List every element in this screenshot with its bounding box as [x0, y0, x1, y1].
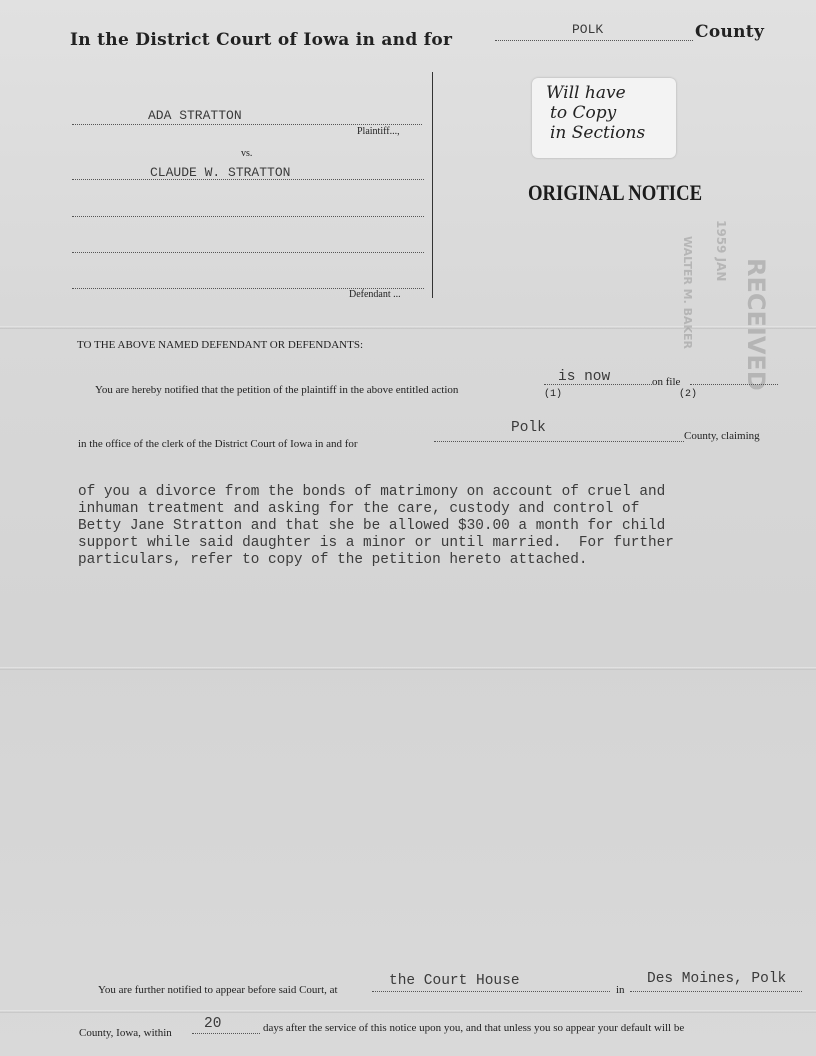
stamp-clerk: WALTER M. BAKER [681, 236, 694, 350]
caption-bracket [426, 72, 433, 298]
sticky-note [532, 78, 676, 158]
defendant-line [72, 179, 424, 180]
blank-2-number: (2) [679, 389, 698, 400]
fold-line [0, 1010, 816, 1013]
place-blank-line [372, 991, 610, 992]
days-blank-line [192, 1033, 260, 1034]
blank-1-number: (1) [544, 389, 563, 400]
appear-line: You are further notified to appear before said Court, at [98, 984, 338, 996]
court-heading: In the District Court of Iowa in and for [70, 30, 453, 50]
blank-line [72, 216, 424, 217]
claim-text: of you a divorce from the bonds of matrimony on account of cruel and inhuman treatment and asking for the care, custody and control of Betty Jane Stratton and that she be allowed $30.00 a month for child support while said daughter is a minor or until married. For further particulars, refer to copy of the petition hereto attached. [78, 484, 674, 568]
note-line-1: Will have [546, 83, 626, 103]
fold-line [0, 667, 816, 670]
in-label: in [616, 984, 625, 996]
note-line-2: to Copy [550, 103, 617, 123]
plaintiff-name: ADA STRATTON [148, 108, 242, 123]
notice-line-2: in the office of the clerk of the District Court of Iowa in and for [78, 438, 358, 450]
notice-title: ORIGINAL NOTICE [528, 180, 703, 205]
city-value: Des Moines, Polk [647, 971, 787, 987]
note-line-3: in Sections [550, 123, 646, 143]
place-value: the Court House [389, 973, 520, 989]
header-county-value: POLK [572, 22, 604, 37]
addressee-line: TO THE ABOVE NAMED DEFENDANT OR DEFENDANTS: [77, 339, 364, 351]
plaintiff-label: Plaintiff..., [357, 126, 400, 137]
county-within-label: County, Iowa, within [79, 1027, 172, 1039]
city-blank-line [630, 991, 802, 992]
blank-2-line [690, 384, 778, 385]
days-value: 20 [204, 1016, 222, 1032]
notice-line-1: You are hereby notified that the petition of the plaintiff in the above entitled action [95, 384, 459, 396]
days-suffix: days after the service of this notice upon you, and that unless you so appear your default will be [263, 1022, 685, 1034]
county-blank-value: Polk [511, 420, 546, 436]
received-stamp: RECEIVED [742, 258, 770, 391]
blank-1-value: is now [558, 369, 611, 385]
stamp-date: 1959 JAN [714, 220, 728, 282]
county-claiming-label: County, claiming [684, 430, 760, 442]
vs-label: vs. [241, 148, 253, 159]
county-line [495, 40, 693, 41]
plaintiff-line [72, 124, 422, 125]
on-file-label: on file [652, 376, 681, 388]
blank-line [72, 252, 424, 253]
defendant-label: Defendant ... [349, 289, 401, 300]
defendant-name: CLAUDE W. STRATTON [150, 165, 291, 180]
county-blank-line [434, 441, 684, 442]
county-label: County [695, 22, 765, 42]
